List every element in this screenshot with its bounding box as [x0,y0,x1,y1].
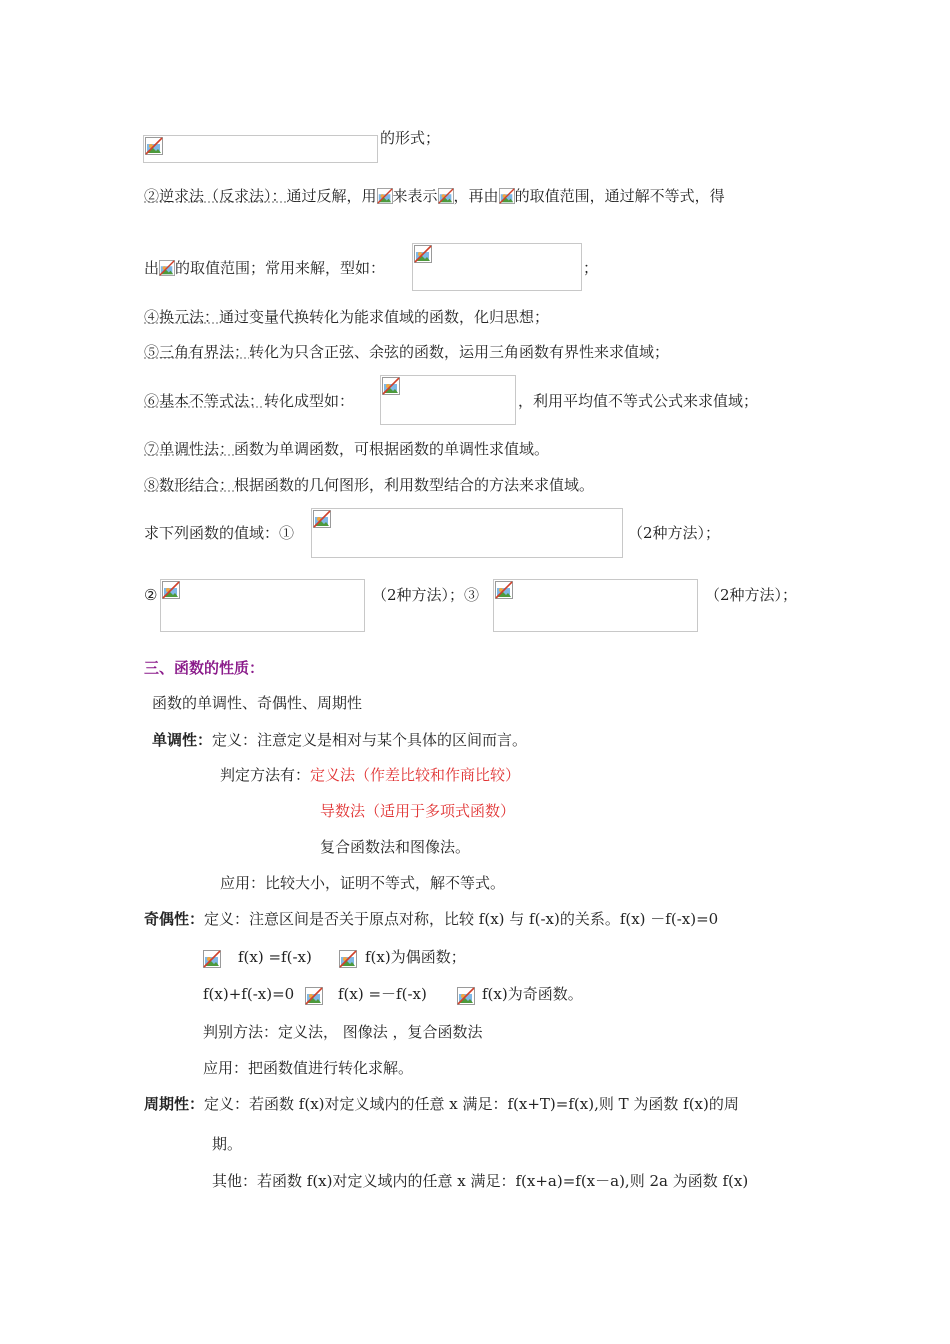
text-line: （2种方法）； [628,524,721,542]
text-line: 函数的单调性、奇偶性、周期性 [152,694,363,712]
broken-image-icon [339,950,357,968]
text-line: 出 的取值范围；常用来解，型如： [144,259,386,277]
text-line: （2种方法）；③ [372,586,480,604]
broken-image-icon [145,137,163,155]
text-line: 期。 [212,1135,243,1153]
text-line: f(x)为偶函数； [365,948,466,966]
text-line: f(x)+f(-x)=0 [203,985,295,1003]
broken-image-icon [203,950,221,968]
broken-image-icon [305,987,323,1005]
broken-image-icon [438,188,454,204]
section-heading: 三、函数的性质： [144,659,265,677]
formula-image-box [493,579,698,632]
formula-image-box [412,243,582,291]
broken-image-icon [313,510,331,528]
text-line: 判别方法：定义法， 图像法 ，复合函数法 [203,1023,483,1041]
formula-image-box [160,579,365,632]
text-line: 判定方法有：定义法（作差比较和作商比较） [220,766,521,784]
broken-image-icon [414,245,432,263]
text-line: f(x)为奇函数。 [482,985,583,1003]
text-line: ⑤三角有界法：转化为只含正弦、余弦的函数，运用三角函数有界性来求值域； [144,343,670,361]
text-line: （2种方法）； [705,586,798,604]
broken-image-icon [495,581,513,599]
broken-image-icon [377,188,393,204]
text-line: ，利用平均值不等式公式来求值域； [518,392,759,410]
text-line: ； [583,259,599,277]
text-line: ⑥基本不等式法：转化成型如： [144,392,355,410]
broken-image-icon [162,581,180,599]
text-line: 求下列函数的值域：① [144,524,295,542]
text-line: ④换元法：通过变量代换转化为能求值域的函数，化归思想； [144,308,550,326]
text-line: 单调性：定义：注意定义是相对与某个具体的区间而言。 [152,731,528,749]
formula-image-box [143,135,378,163]
broken-image-icon [382,377,400,395]
text-line: 其他：若函数 f(x)对定义域内的任意 x 满足：f(x+a)=f(x－a),则 2a 为函数 f(x) [212,1172,749,1190]
text-line: f(x) =－f(-x) [338,985,427,1003]
text-line: ⑧数形结合：根据函数的几何图形，利用数型结合的方法来求值域。 [144,476,595,494]
broken-image-icon [457,987,475,1005]
text-line: 复合函数法和图像法。 [320,838,471,856]
text-line: 奇偶性：定义：注意区间是否关于原点对称，比较 f(x) 与 f(-x)的关系。f(x) －f(-x)=0 [144,910,719,928]
text-line: 的形式； [380,129,441,147]
text-line: 应用：比较大小，证明不等式，解不等式。 [220,874,506,892]
text-line: 周期性：定义：若函数 f(x)对定义域内的任意 x 满足：f(x+T)=f(x),则 T 为函数 f(x)的周 [144,1095,739,1113]
broken-image-icon [159,260,175,276]
text-line: f(x) =f(-x) [238,948,312,966]
method-name: ②逆求法（反求法）： [144,187,287,205]
text-line: ⑦单调性法：函数为单调函数，可根据函数的单调性求值域。 [144,440,550,458]
broken-image-icon [499,188,515,204]
text-line: 导数法（适用于多项式函数） [320,802,516,820]
formula-image-box [380,375,516,425]
text-line: 应用：把函数值进行转化求解。 [203,1059,414,1077]
text-line: ②逆求法（反求法）：通过反解，用 来表示 ，再由 的取值范围，通过解不等式，得 [144,187,725,205]
formula-image-box [311,508,623,558]
text-line: ② [144,586,158,604]
